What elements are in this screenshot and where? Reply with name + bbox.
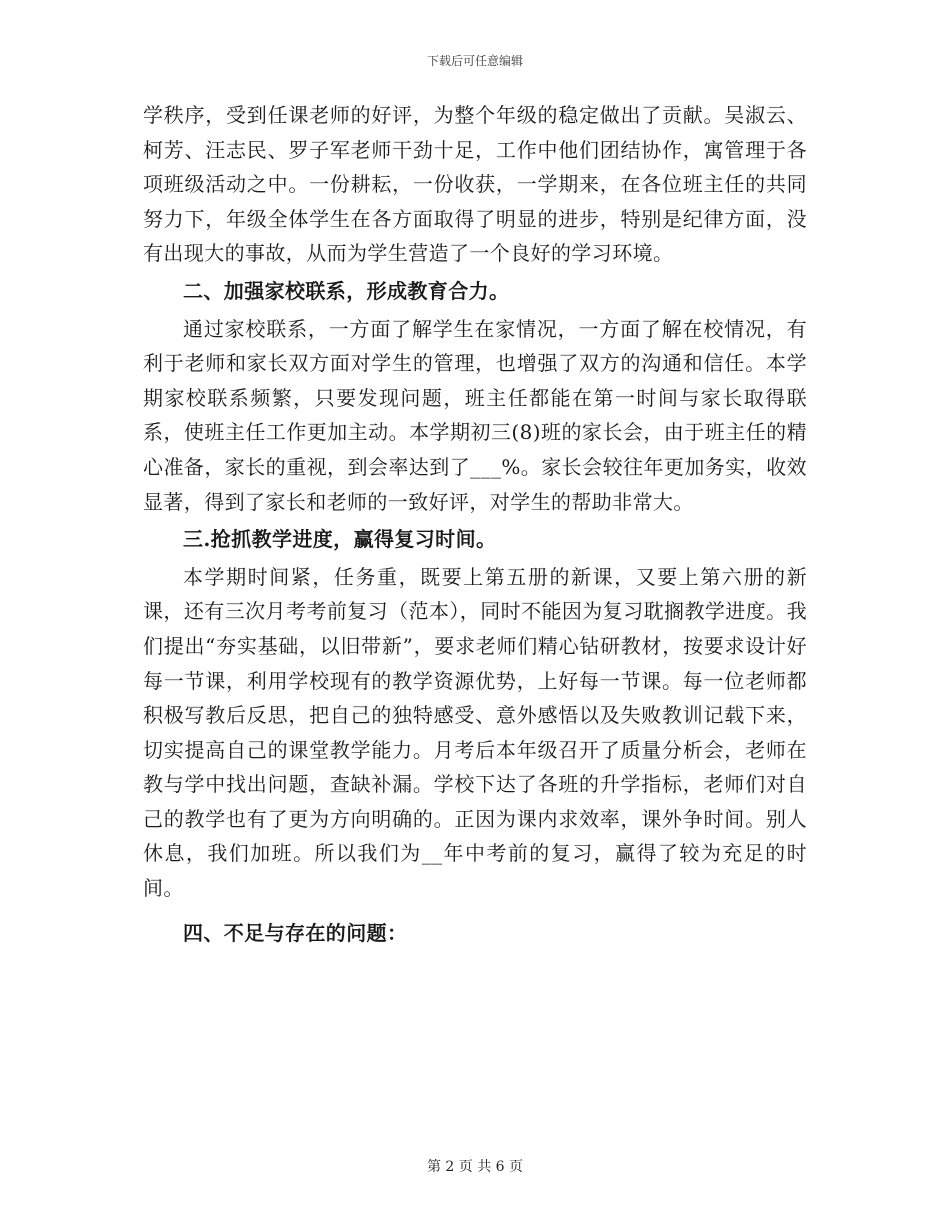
page-footer: 第 2 页 共 6 页: [426, 1159, 524, 1175]
section-heading-4: 四、不足与存在的问题：: [183, 920, 408, 945]
paragraph-intro: 学秩序，受到任课老师的好评，为整个年级的稳定做出了贡献。吴淑云、柯芳、汪志民、罗子军老师干劲十足，工作中他们团结协作，寓管理于各项班级活动之中。一份耕耘，一份收获，一学期来，在各位班主任的共同努力下，年级全体学生在各方面取得了明显的进步，特别是纪律方面，没有出现大的事故，从而为学生营造了一个良好的学习环境。: [143, 103, 807, 266]
section-heading-3: 三.抢抓教学进度，赢得复习时间。: [183, 527, 497, 552]
paragraph-home-school: 通过家校联系，一方面了解学生在家情况，一方面了解在校情况，有利于老师和家长双方面对学生的管理，也增强了双方的沟通和信任。本学期家校联系频繁，只要发现问题，班主任都能在第一时间与家长取得联系，使班主任工作更加主动。本学期初三(8)班的家长会，由于班主任的精心准备，家长的重视，到会率达到了___%。家长会较往年更加务实，收效显著，得到了家长和老师的一致好评，对学生的帮助非常大。: [143, 316, 807, 514]
document-body: [143, 98, 807, 953]
page-header: 下载后可任意编辑: [426, 54, 523, 68]
paragraph-teaching-progress: 本学期时间紧，任务重，既要上第五册的新课，又要上第六册的新课，还有三次月考考前复习（范本），同时不能因为复习耽搁教学进度。我们提出“夯实基础，以旧带新”，要求老师们精心钻研教材，按要求设计好每一节课，利用学校现有的教学资源优势，上好每一节课。每一位老师都积极写教后反思，把自己的独特感受、意外感悟以及失败教训记载下来，切实提高自己的课堂教学能力。月考后本年级召开了质量分析会，老师在教与学中找出问题，查缺补漏。学校下达了各班的升学指标，老师们对自己的教学也有了更为方向明确的。正因为课内求效率，课外争时间。别人休息，我们加班。所以我们为__年中考前的复习，赢得了较为充足的时间。: [143, 564, 807, 901]
section-heading-2: 二、加强家校联系，形成教育合力。: [183, 278, 510, 303]
